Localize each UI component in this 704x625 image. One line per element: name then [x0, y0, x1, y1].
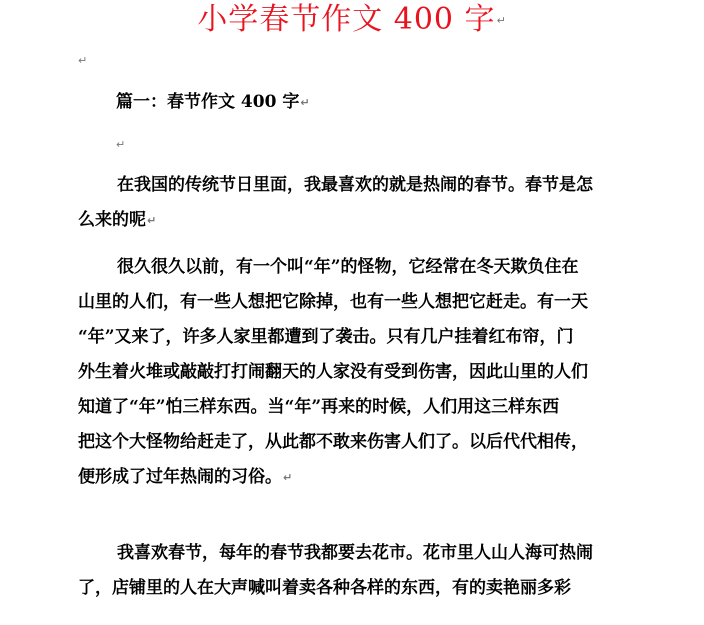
paragraph-mark-icon: ↵ [496, 14, 507, 27]
title-text: 小学春节作文 400 字 [197, 2, 496, 37]
paragraph-line: 山里的人们，有一些人想把它除掉，也有一些人想把它赶走。有一天 [78, 292, 588, 312]
paragraph-line: 把这个大怪物给赶走了，从此都不敢来伤害人们了。以后代代相传， [78, 432, 588, 452]
document-title [0, 2, 704, 39]
paragraph-mark-icon: ↵ [147, 214, 157, 227]
paragraph-line: 在我国的传统节日里面，我最喜欢的就是热闹的春节。春节是怎 [117, 175, 593, 195]
paragraph-mark-icon: ↵ [116, 138, 126, 151]
paragraph-line: 便形成了过年热闹的习俗。↵ [78, 467, 293, 487]
paragraph-mark-icon: ↵ [78, 54, 88, 67]
paragraph-line: 我喜欢春节，每年的春节我都要去花市。花市里人山人海可热闹 [117, 543, 593, 563]
section-heading [116, 90, 310, 115]
paragraph-mark-icon: ↵ [283, 471, 293, 484]
paragraph-line: 了，店铺里的人在大声喊叫着卖各种各样的东西，有的卖艳丽多彩 [78, 578, 571, 598]
paragraph-mark-icon: ↵ [300, 95, 310, 109]
paragraph-3 [78, 536, 638, 606]
paragraph-line: 么来的呢↵ [78, 210, 157, 230]
paragraph-line: 知道了“年”怕三样东西。当“年”再来的时候，人们用这三样东西 [78, 397, 560, 417]
paragraph-1 [78, 168, 638, 238]
paragraph-line: 很久很久以前，有一个叫“年”的怪物，它经常在冬天欺负住在 [117, 257, 579, 277]
paragraph-line: “年”又来了，许多人家里都遭到了袭击。只有几户挂着红布帘，门 [78, 327, 574, 347]
paragraph-2 [78, 250, 638, 495]
heading-text: 篇一：春节作文 400 字 [116, 92, 300, 112]
paragraph-line: 外生着火堆或敲敲打打闹翻天的人家没有受到伤害，因此山里的人们 [78, 362, 588, 382]
